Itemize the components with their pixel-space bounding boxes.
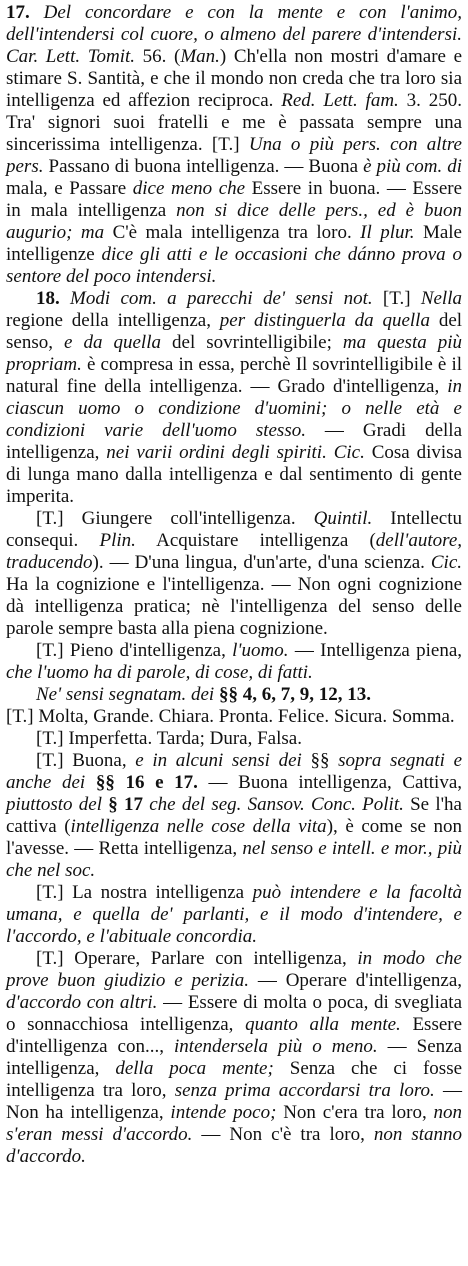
text-run: 56. ( [142, 46, 181, 67]
usage-note: può intendere e la facoltà umana, e quella de' parlanti, e il modo d'intendere, e l'accordo, e l'abituale concordia. [6, 882, 463, 947]
usage-note: piuttosto del [6, 794, 102, 815]
citation: Plin. [99, 530, 136, 551]
text-run: — Gradi della intelligenza, [6, 420, 463, 463]
citation: che del seg. Sansov. Conc. Polit. [149, 794, 404, 815]
usage-note: l'uomo. [232, 640, 289, 661]
usage-note: Ne' sensi segnatam. dei [36, 684, 215, 705]
paragraph-nostra [6, 882, 462, 948]
paragraph-giungere [6, 508, 462, 640]
usage-note: che l'uomo ha di parole, di cose, di fatti. [6, 662, 313, 683]
usage-note: Una o più pers. con altre pers. [6, 134, 462, 177]
paragraph-sensi-heading [6, 684, 462, 706]
text-run: Essere in buona. — Essere in mala intelligenza [6, 178, 463, 221]
usage-note: Il plur. [360, 222, 415, 243]
entry-number: 18. [36, 288, 60, 309]
text-run: Essere d'intelligenza con..., [6, 1014, 463, 1057]
usage-note: d'accordo con altri. [6, 992, 158, 1013]
usage-note: e da quella [64, 332, 161, 353]
usage-note: non si dice delle pers., ed è buon augurio; ma [6, 200, 462, 243]
citation: Quintil. [313, 508, 373, 529]
usage-note: intendersela più o meno. [174, 1036, 378, 1057]
text-run: — Senza intelligenza, [6, 1036, 463, 1079]
text-run: Nella [420, 288, 462, 309]
text-run: — Non ha intelligenza, [6, 1080, 462, 1123]
text-run: è compresa in essa, [86, 354, 235, 375]
usage-note: non s'eran messi d'accordo. [6, 1102, 463, 1145]
text-run: [T.] La nostra intelligenza [36, 882, 245, 903]
citation: Red. Lett. fam. [281, 90, 399, 111]
text-run: — Intelligenza piena, [294, 640, 463, 661]
usage-note: dice gli atti e le occasioni che dánno prova o sentore del poco intendersi. [6, 244, 462, 287]
text-run: Intellectu consequi. [6, 508, 462, 551]
text-run: ). — D'una lingua, d'un'arte, d'una scienza. [92, 552, 425, 573]
text-run: — Non c'è tra loro, [201, 1124, 365, 1145]
paragraph-sensi-list [6, 706, 462, 728]
paragraph-buona [6, 750, 462, 882]
text-run: [T.] Operare, Parlare con intelligenza, [36, 948, 347, 969]
entry-17 [6, 2, 462, 288]
quote-text: Cosa divisa di lunga mano dalla intelligenza e dal sentimento di gente imperita. [6, 442, 463, 507]
text-run: ), è come se non l'avesse. — Retta intelligenza, [6, 816, 462, 859]
definition-text: Del concordare e con la mente e con l'animo, dell'intendersi col cuore, o almeno del parere d'intendersi. [6, 2, 462, 45]
definition-text: Modi com. a parecchi de' sensi not. [70, 288, 373, 309]
text-run: [T.] Pieno d'intelligenza, [36, 640, 226, 661]
quote-text: 3. 250. Tra' signori suoi fratelli e me è passata sempre una sincerissima intelligenza. [T.] [6, 90, 463, 155]
text-run: — Essere di molta o poca, di svegliata o sonnacchiosa intelligenza, [6, 992, 463, 1035]
text-run: Non c'era tra loro, [283, 1102, 427, 1123]
section-refs: § 17 [108, 794, 143, 815]
usage-note: non stanno d'accordo. [6, 1124, 463, 1167]
paragraph-operare [6, 948, 462, 1168]
usage-note: dell'autore, traducendo [6, 530, 463, 573]
usage-note: dice meno che [132, 178, 246, 199]
usage-note: per distinguerla da quella [219, 310, 430, 331]
text-run: [T.] Giungere coll'intelligenza. [36, 508, 296, 529]
text-run: Senza che ci fosse intelligenza tra loro, [6, 1058, 463, 1101]
entry-number: 17. [6, 2, 30, 23]
entry-18 [6, 288, 462, 508]
usage-note: ma questa più propriam. [6, 332, 463, 375]
citation: Man. [180, 46, 220, 67]
text-run: — Buona intelligenza, Cattiva, [208, 772, 462, 793]
usage-note: nei varii ordini degli spiriti. Cic. [106, 442, 365, 463]
tag: [T.] [382, 288, 411, 309]
citation: Car. Lett. Tomit. [6, 46, 136, 67]
usage-note: senza prima accordarsi tra loro. [174, 1080, 435, 1101]
usage-note: intelligenza nelle cose della vita [70, 816, 327, 837]
quote-text: ) Ch'ella non mostri d'amare e stimare S. Santità, e che il mondo non creda che tra loro sia intelligenza ed affezion reciproca. [6, 46, 463, 111]
text-run: Passano di buona intelligenza. — Buona [48, 156, 359, 177]
text-run: — Operare d'intelligenza, [257, 970, 462, 991]
text-run: C'è mala intelligenza tra loro. [112, 222, 352, 243]
usage-note: quanto alla mente. [245, 1014, 401, 1035]
text-run: Se l'ha cattiva ( [6, 794, 462, 837]
paragraph-imperfetta [6, 728, 462, 750]
text-run: mala, e Passare [6, 178, 127, 199]
usage-note: nel senso e intell. e mor., più che nel soc. [6, 838, 463, 881]
text-run: del senso, [6, 310, 463, 353]
text-run: [T.] Imperfetta. Tarda; Dura, Falsa. [36, 728, 302, 749]
section-refs: §§ 4, 6, 7, 9, 12, 13. [218, 684, 371, 705]
citation: Cic. [430, 552, 463, 573]
text-run: [T.] Buona, [36, 750, 127, 771]
text-run: [T.] Molta, Grande. Chiara. Pronta. Felice. Sicura. Somma. [6, 706, 455, 727]
usage-note: in ciascun uomo o condizione d'uomini; o nelle età e condizioni varie dell'uomo stesso. [6, 376, 463, 441]
section-refs: §§ 16 e 17. [95, 772, 198, 793]
text-run: Male intelligenze [6, 222, 462, 265]
usage-note: sopra segnati e anche dei [6, 750, 462, 793]
usage-note: e in alcuni sensi dei [135, 750, 302, 771]
text-run: regione della intelligenza, [6, 310, 211, 331]
text-run: del sovrintelligibile; [172, 332, 332, 353]
section-refs: §§ [310, 750, 330, 771]
paragraph-pieno [6, 640, 462, 684]
usage-note: in modo che prove buon giudizio e perizia. [6, 948, 462, 991]
text-run: Acquistare intelligenza ( [156, 530, 376, 551]
usage-note: intende poco; [170, 1102, 277, 1123]
text-run: perchè Il sovrintelligibile è il natural fine della intelligenza. — Grado d'intelligenza, [6, 354, 463, 397]
text-run: Ha la cognizione e l'intelligenza. — Non ogni cognizione dà intelligenza pratica; nè l'intelligenza del senso delle parole sempre basta alla piena cognizione. [6, 574, 462, 639]
usage-note: della poca mente; [115, 1058, 274, 1079]
usage-note: è più com. di [363, 156, 463, 177]
